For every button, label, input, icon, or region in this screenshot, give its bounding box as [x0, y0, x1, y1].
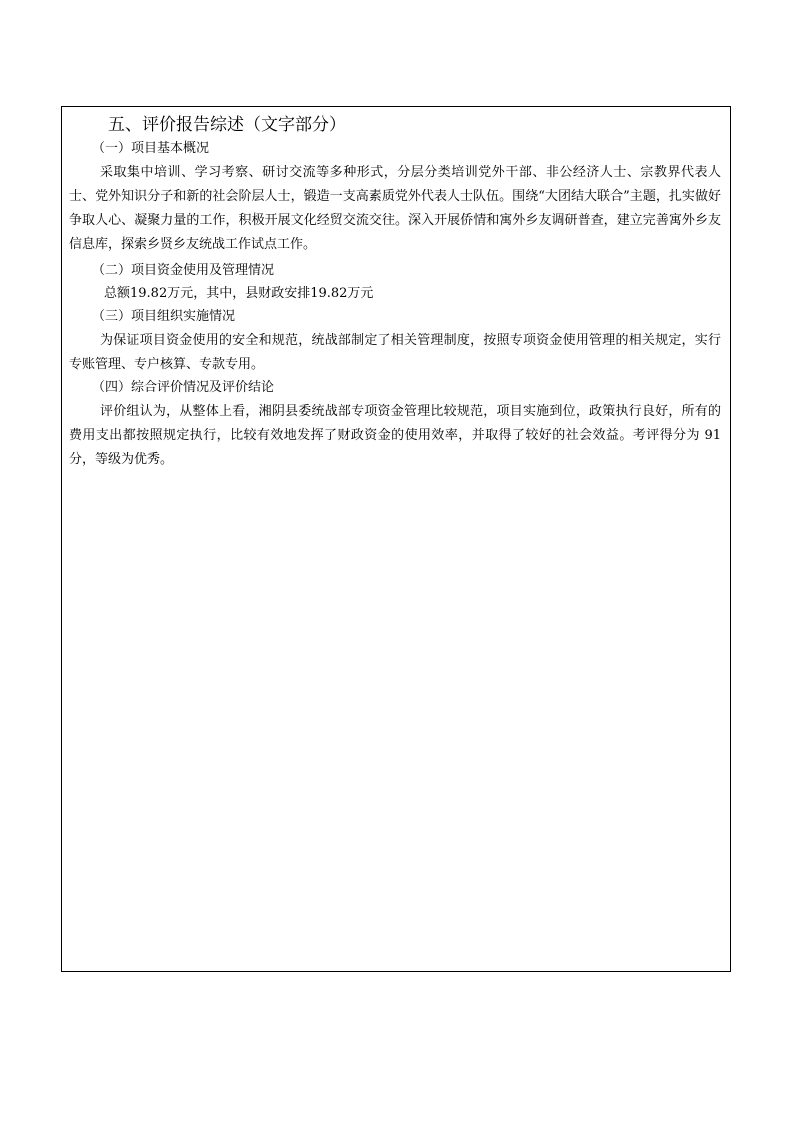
- subheading-overview: （一）项目基本概况: [92, 141, 210, 156]
- subheading-funds: （二）项目资金使用及管理情况: [92, 263, 275, 278]
- paragraph-overview: 采取集中培训、学习考察、研讨交流等多种形式，分层分类培训党外干部、非公经济人士、宗教界代表人士、党外知识分子和新的社会阶层人士，锻造一支高素质党外代表人士队伍。围绕“大团结大联合”主题，扎实做好争取人心、凝聚力量的工作，积极开展文化经贸交流交往。深入开展侨情和寓外乡友调研普查，建立完善寓外乡友信息库，探索乡贤乡友统战工作试点工作。: [69, 165, 721, 252]
- paragraph-implementation: 为保证项目资金使用的安全和规范，统战部制定了相关管理制度，按照专项资金使用管理的相关规定，实行专账管理、专户核算、专款专用。: [69, 333, 721, 372]
- paragraph-conclusion: 评价组认为，从整体上看，湘阴县委统战部专项资金管理比较规范，项目实施到位，政策执行良好，所有的费用支出都按照规定执行，比较有效地发挥了财政资金的使用效率，并取得了较好的社会效益。考评得分为 91分，等级为优秀。: [69, 404, 721, 467]
- section-title: 五、评价报告综述（文字部分）: [108, 115, 346, 135]
- subheading-conclusion: （四）综合评价情况及评价结论: [92, 380, 275, 395]
- paragraph-funds: 总额19.82万元，其中，县财政安排19.82万元: [104, 286, 374, 301]
- subheading-implementation: （三）项目组织实施情况: [92, 309, 236, 324]
